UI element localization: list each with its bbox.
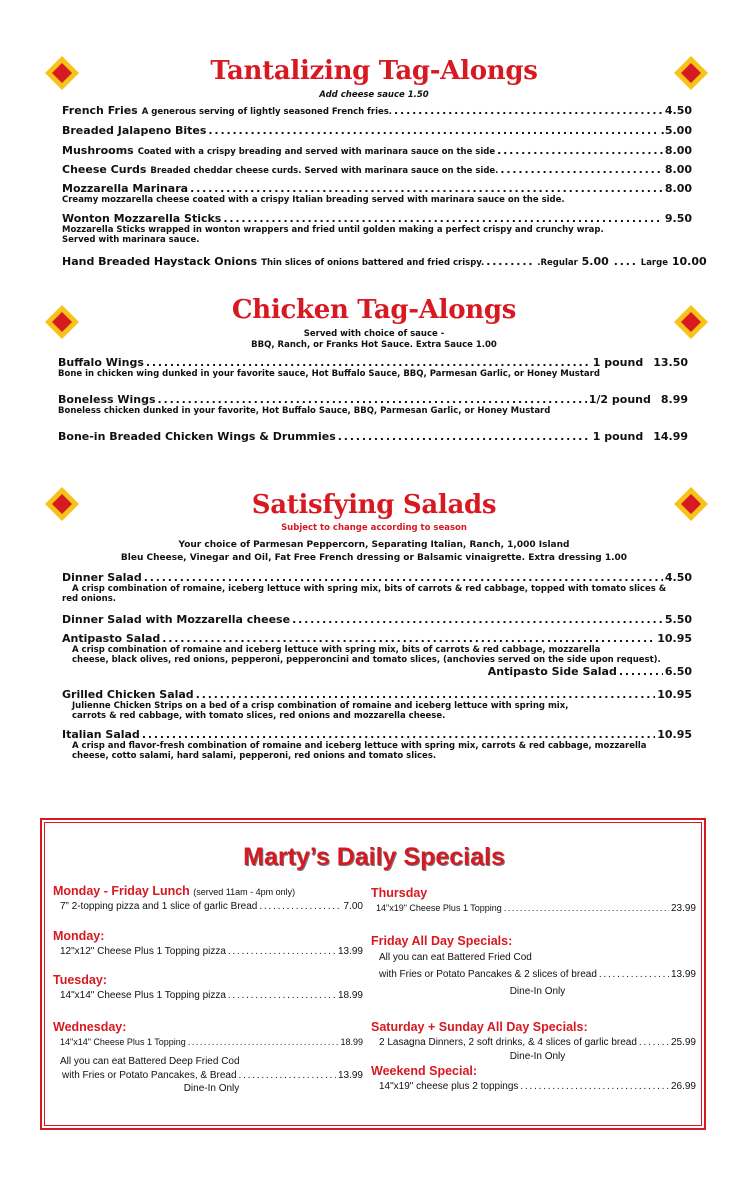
special-price: 23.99 [670, 903, 696, 914]
size-label: Large [640, 258, 668, 268]
leader-dots [239, 1070, 336, 1081]
menu-item [58, 393, 688, 416]
leader-dots [158, 393, 587, 406]
item-name: Dinner Salad [62, 571, 142, 584]
dine-in-note: Dine-In Only [509, 986, 566, 997]
item-description: Bone in chicken wing dunked in your favorite sauce, Hot Buffalo Sauce, BBQ, Parmesan Garlic, or Honey Mustard [58, 369, 600, 379]
special-heading: Thursday [371, 886, 428, 900]
leader-dots [500, 163, 662, 176]
special-price: 18.99 [337, 990, 363, 1001]
special-line [60, 1037, 363, 1047]
section-subtitle: Add cheese sauce 1.50 [319, 90, 429, 100]
item-price: 14.99 [653, 430, 688, 443]
special-price: 7.00 [343, 901, 363, 912]
item-name: Buffalo Wings [58, 356, 144, 369]
item-price: 10.95 [657, 688, 692, 701]
menu-item [58, 356, 688, 379]
item-name: French Fries [62, 104, 138, 117]
section-title-tag-alongs: Tantalizing Tag-Alongs [210, 56, 538, 86]
menu-item [62, 124, 692, 137]
item-description: cheese, cotto salami, hard salami, pepperoni, red onions and tomato slices. [72, 751, 437, 761]
dine-in-note: Dine-In Only [509, 1051, 566, 1062]
leader-dots [188, 1037, 339, 1047]
special-line [60, 901, 363, 912]
dressing-note: Bleu Cheese, Vinegar and Oil, Fat Free French dressing or Balsamic vinaigrette. Extra dressing 1.00 [120, 553, 628, 563]
leader-dots [228, 946, 336, 957]
special-heading-text: Monday - Friday Lunch [53, 884, 190, 898]
special-item: 7” 2-topping pizza and 1 slice of garlic Bread [60, 901, 258, 912]
item-description: Coated with a crispy breading and served with marinara sauce on the side [137, 147, 496, 157]
special-heading: Monday: [53, 929, 105, 943]
special-price: 13.99 [337, 946, 363, 957]
leader-dots [497, 144, 663, 157]
menu-item [62, 632, 692, 678]
special-heading: Weekend Special: [371, 1064, 478, 1078]
item-price: 10.95 [657, 632, 692, 645]
leader-dots [223, 212, 663, 225]
section-subtitle: Subject to change according to season [281, 523, 467, 533]
special-heading: Wednesday: [53, 1020, 127, 1034]
item-size: 1 pound [592, 356, 644, 369]
item-size: 1/2 pound [588, 393, 651, 406]
menu-item [62, 182, 692, 205]
leader-dots [196, 688, 656, 701]
item-name: Grilled Chicken Salad [62, 688, 194, 701]
menu-item [62, 163, 692, 176]
leader-dots [639, 1037, 669, 1048]
item-price: 9.50 [664, 212, 692, 225]
specials-title: Marty’s Daily Specials [243, 843, 505, 871]
item-description: A crisp combination of romaine and iceberg lettuce with spring mix, bits of carrots & red cabbage, mozzarella [72, 645, 601, 655]
special-line [379, 969, 696, 980]
leader-dots [619, 665, 663, 678]
item-price: 13.50 [653, 356, 688, 369]
special-item: 14"x19" Cheese Plus 1 Topping [376, 903, 502, 913]
special-item: 12"x12" Cheese Plus 1 Topping pizza [60, 946, 226, 957]
item-price: 6.50 [664, 665, 692, 678]
leader-dots [486, 255, 532, 268]
menu-item [62, 255, 707, 268]
item-description: Julienne Chicken Strips on a bed of a crisp combination of romaine and iceberg lettuce with spring mix, [72, 701, 569, 711]
item-name: Antipasto Side Salad [487, 665, 617, 678]
special-item: with Fries or Potato Pancakes, & Bread [62, 1070, 237, 1081]
item-name: Breaded Jalapeno Bites [62, 124, 207, 137]
leader-dots [162, 632, 655, 645]
item-size: 1 pound [592, 430, 644, 443]
item-description: A crisp combination of romaine, iceberg lettuce with spring mix, bits of carrots & red cabbage, topped with tomato slices & [72, 584, 667, 594]
special-item: with Fries or Potato Pancakes & 2 slices of bread [379, 969, 597, 980]
dressing-note: Your choice of Parmesan Peppercorn, Separating Italian, Ranch, 1,000 Island [178, 540, 570, 550]
item-price: 5.00 [581, 255, 609, 268]
item-price: 5.50 [664, 613, 692, 626]
item-price: 8.00 [664, 144, 692, 157]
section-subtitle: Served with choice of sauce - [303, 329, 445, 339]
item-name: Dinner Salad with Mozzarella cheese [62, 613, 291, 626]
menu-item [62, 144, 692, 157]
special-line [379, 1081, 696, 1092]
special-item: 2 Lasagna Dinners, 2 soft drinks, & 4 slices of garlic bread [379, 1037, 637, 1048]
special-line [379, 1037, 696, 1048]
item-name: Boneless Wings [58, 393, 156, 406]
item-description: carrots & red cabbage, with tomato slices, red onions and mozzarella cheese. [72, 711, 446, 721]
special-heading: Friday All Day Specials: [371, 934, 513, 948]
item-price: 8.00 [664, 182, 692, 195]
special-price: 13.99 [337, 1070, 363, 1081]
special-item: 14"x14" Cheese Plus 1 Topping [60, 1037, 186, 1047]
leader-dots [520, 1081, 669, 1092]
item-price: 4.50 [664, 104, 692, 117]
item-price: 8.99 [660, 393, 688, 406]
item-name: Mozzarella Marinara [62, 182, 189, 195]
leader-dots [614, 255, 636, 268]
item-description: Served with marinara sauce. [62, 235, 200, 245]
leader-dots [208, 124, 658, 137]
item-description: Boneless chicken dunked in your favorite, Hot Buffalo Sauce, BBQ, Parmesan Garlic, or Honey Mustard [58, 406, 551, 416]
menu-item [62, 212, 692, 245]
special-price: 26.99 [670, 1081, 696, 1092]
menu-item [62, 613, 692, 626]
leader-dots [144, 571, 663, 584]
item-name: Italian Salad [62, 728, 140, 741]
item-price: 4.50 [664, 571, 692, 584]
leader-dots [394, 104, 663, 117]
leader-dots [142, 728, 655, 741]
special-item: 14"x14" Cheese Plus 1 Topping pizza [60, 990, 226, 1001]
section-subtitle: BBQ, Ranch, or Franks Hot Sauce. Extra Sauce 1.00 [251, 340, 497, 350]
special-line [60, 990, 363, 1001]
special-heading [53, 884, 295, 898]
item-description: cheese, black olives, red onions, pepperoni, pepperoncini and tomato slices, (anchovies served on the side upon request). [72, 655, 661, 665]
leader-dots [599, 969, 669, 980]
item-name: Mushrooms [62, 144, 134, 157]
leader-dots [259, 901, 341, 912]
leader-dots [228, 990, 336, 1001]
item-name: Hand Breaded Haystack Onions [62, 255, 258, 268]
item-price: 10.95 [657, 728, 692, 741]
item-price: 8.00 [664, 163, 692, 176]
item-name: Cheese Curds [62, 163, 147, 176]
item-description: A generous serving of lightly seasoned French fries. [141, 107, 393, 117]
item-description: Creamy mozzarella cheese coated with a crispy Italian breading served with marinara sauce on the side. [62, 195, 565, 205]
leader-dots [190, 182, 663, 195]
menu-item [62, 571, 692, 604]
menu-item [58, 430, 688, 443]
leader-dots [292, 613, 663, 626]
item-description: A crisp and flavor-fresh combination of romaine and iceberg lettuce with spring mix, carrots & red cabbage, mozzarella [72, 741, 647, 751]
special-note: (served 11am - 4pm only) [193, 887, 296, 897]
special-heading: Tuesday: [53, 973, 107, 987]
item-name: Wonton Mozzarella Sticks [62, 212, 222, 225]
section-title-salads: Satisfying Salads [251, 490, 497, 520]
leader-dots [504, 903, 669, 913]
special-line [60, 946, 363, 957]
menu-item [62, 728, 692, 761]
special-item: 14"x19" cheese plus 2 toppings [379, 1081, 519, 1092]
menu-item [62, 104, 692, 117]
special-price: 13.99 [670, 969, 696, 980]
special-line [376, 903, 696, 914]
item-description: Breaded cheddar cheese curds. Served with marinara sauce on the side. [150, 166, 499, 176]
item-name: Antipasto Salad [62, 632, 161, 645]
item-description: Thin slices of onions battered and fried crispy. [261, 258, 485, 268]
leader-dots [338, 430, 591, 443]
special-item: All you can eat Battered Fried Cod [379, 952, 532, 963]
special-price: 18.99 [340, 1037, 363, 1047]
special-price: 25.99 [670, 1037, 696, 1048]
leader-dots [146, 356, 591, 369]
special-heading: Saturday + Sunday All Day Specials: [371, 1020, 588, 1034]
item-name: Bone-in Breaded Chicken Wings & Drummies [58, 430, 336, 443]
size-label: .Regular [537, 258, 578, 268]
item-price: .5.00 [660, 124, 692, 137]
section-title-chicken: Chicken Tag-Alongs [231, 295, 517, 325]
special-item: All you can eat Battered Deep Fried Cod [60, 1056, 240, 1067]
menu-item [62, 688, 692, 721]
item-description: Mozzarella Sticks wrapped in wonton wrappers and fried until golden making a perfect crispy and crunchy wrap. [62, 225, 604, 235]
item-description: red onions. [62, 594, 116, 604]
item-price: 10.00 [671, 255, 707, 268]
special-line [62, 1070, 363, 1081]
dine-in-note: Dine-In Only [183, 1083, 240, 1094]
